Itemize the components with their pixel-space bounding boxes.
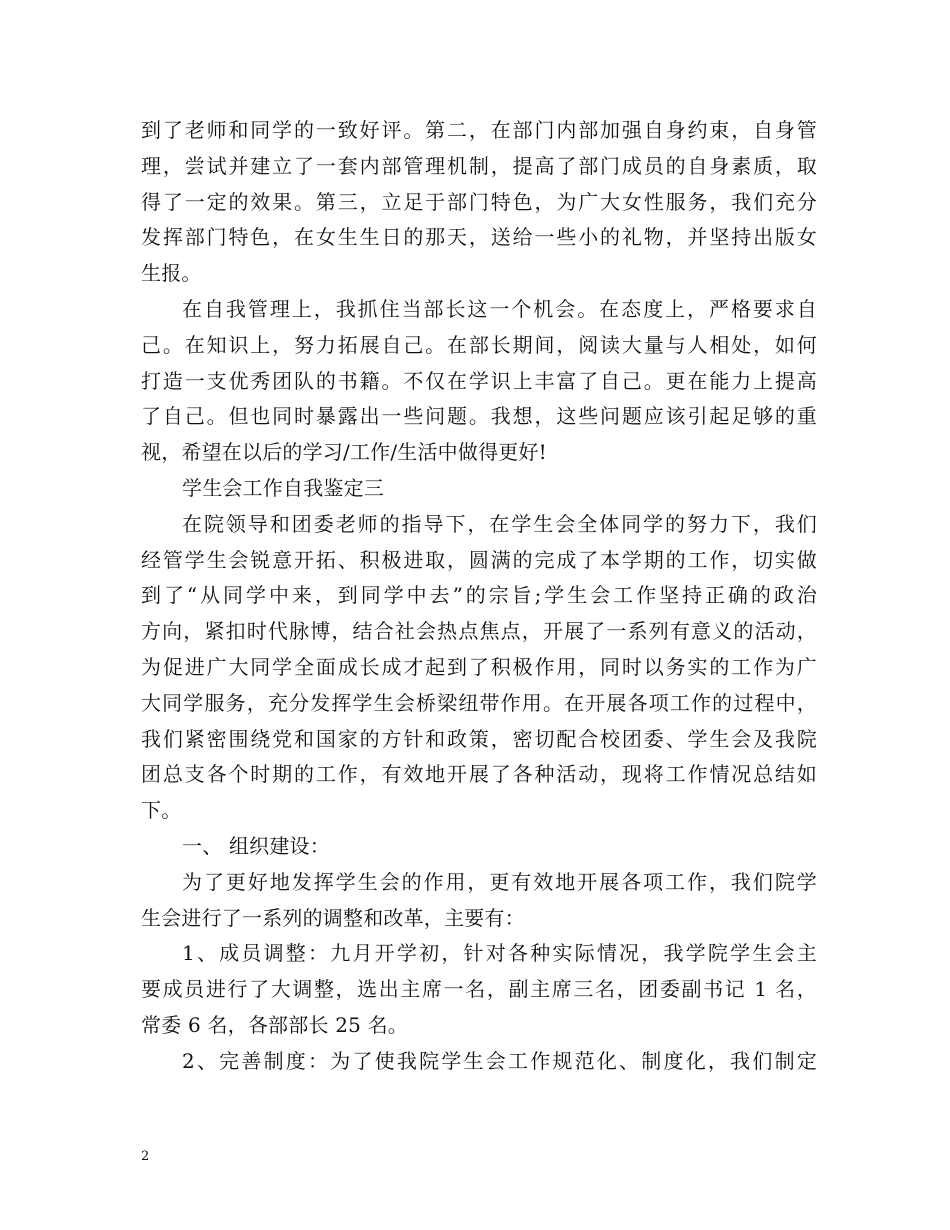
document-body bbox=[141, 113, 817, 1080]
text-line: 为了更好地发挥学生会的作用，更有效地开展各项工作，我们院学 bbox=[182, 869, 817, 894]
text-line: 大同学服务，充分发挥学生会桥梁纽带作用。在开展各项工作的过程中， bbox=[141, 690, 817, 715]
text-line: 经管学生会锐意开拓、积极进取，圆满的完成了本学期的工作，切实做 bbox=[141, 547, 817, 572]
text-line: 要成员进行了大调整，选出主席一名，副主席三名，团委副书记 1 名， bbox=[141, 977, 817, 1002]
text-line: 常委 6 名，各部部长 25 名。 bbox=[141, 1012, 409, 1037]
page-number: 2 bbox=[141, 1149, 150, 1164]
text-line: 视，希望在以后的学习/工作/生活中做得更好! bbox=[141, 440, 547, 465]
text-line: 发挥部门特色，在女生生日的那天，送给一些小的礼物，并坚持出版女 bbox=[141, 225, 817, 250]
text-line: 方向，紧扣时代脉博，结合社会热点焦点，开展了一系列有意义的活动， bbox=[141, 619, 817, 644]
text-line: 为促进广大同学全面成长成才起到了积极作用，同时以务实的工作为广 bbox=[141, 654, 817, 679]
text-line: 到了老师和同学的一致好评。第二，在部门内部加强自身约束，自身管 bbox=[141, 118, 817, 142]
text-line: 己。在知识上，努力拓展自己。在部长期间，阅读大量与人相处，如何 bbox=[141, 332, 817, 357]
text-line: 1、成员调整：九月开学初，针对各种实际情况，我学院学生会主 bbox=[182, 941, 817, 966]
text-line: 生会进行了一系列的调整和改革，主要有： bbox=[141, 905, 525, 930]
text-line: 了自己。但也同时暴露出一些问题。我想，这些问题应该引起足够的重 bbox=[141, 404, 817, 429]
text-line: 得了一定的效果。第三，立足于部门特色，为广大女性服务，我们充分 bbox=[141, 189, 817, 214]
text-line: 团总支各个时期的工作，有效地开展了各种活动，现将工作情况总结如 bbox=[141, 762, 817, 787]
text-line: 理，尝试并建立了一套内部管理机制，提高了部门成员的自身素质，取 bbox=[141, 153, 817, 178]
text-line: 我们紧密围绕党和国家的方针和政策，密切配合校团委、学生会及我院 bbox=[141, 726, 817, 751]
text-line: 到了“从同学中来，到同学中去”的宗旨;学生会工作坚持正确的政治 bbox=[141, 583, 817, 608]
text-line: 2、完善制度：为了使我院学生会工作规范化、制度化，我们制定 bbox=[182, 1048, 817, 1073]
text-line: 在自我管理上，我抓住当部长这一个机会。在态度上，严格要求自 bbox=[182, 296, 817, 321]
section-heading: 学生会工作自我鉴定三 bbox=[182, 475, 384, 500]
text-line: 打造一支优秀团队的书籍。不仅在学识上丰富了自己。更在能力上提高 bbox=[141, 368, 817, 393]
text-line: 下。 bbox=[141, 798, 182, 823]
text-line: 生报。 bbox=[141, 261, 202, 286]
text-line: 在院领导和团委老师的指导下，在学生会全体同学的努力下，我们 bbox=[182, 511, 817, 536]
section-heading: 一、 组织建设： bbox=[182, 833, 330, 858]
